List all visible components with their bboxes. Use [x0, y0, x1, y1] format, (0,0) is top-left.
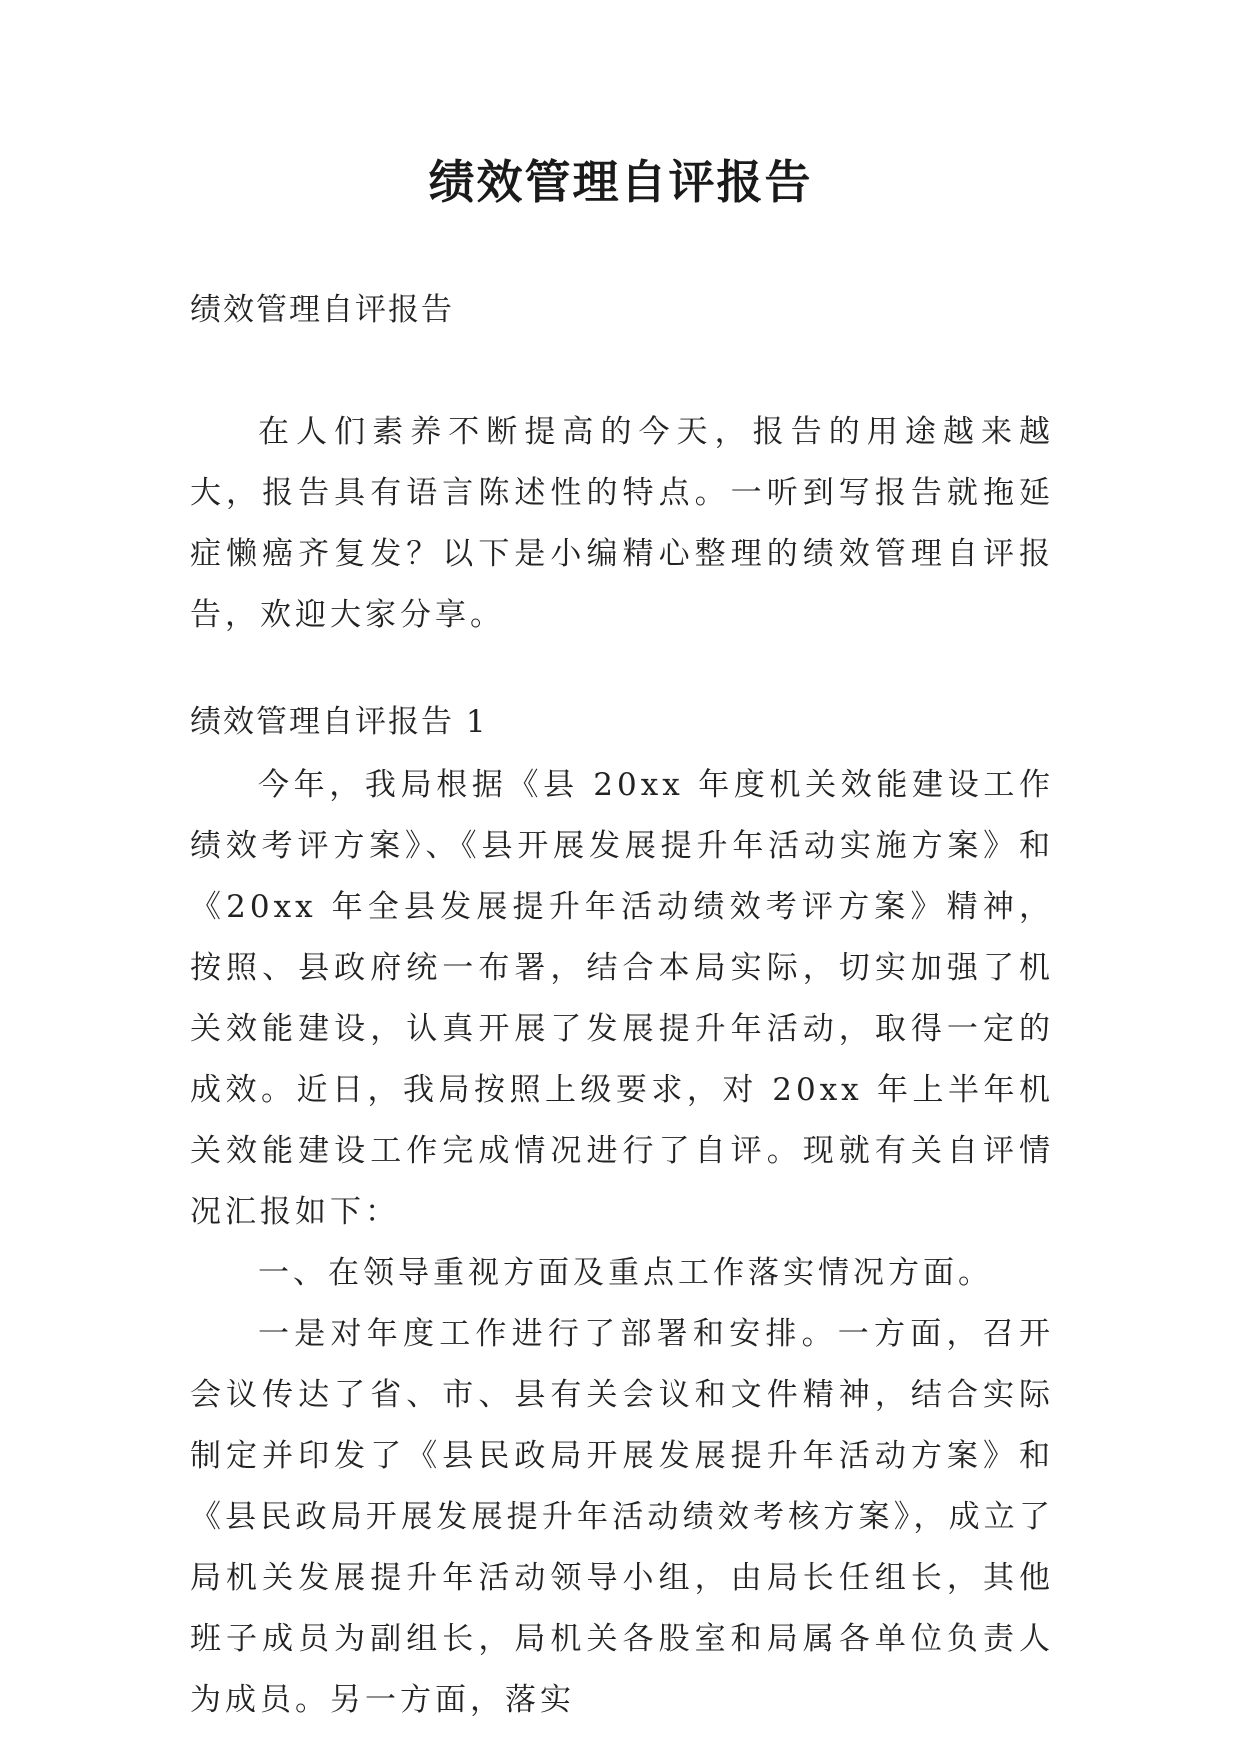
- intro-paragraph: 在人们素养不断提高的今天，报告的用途越来越大，报告具有语言陈述性的特点。一听到写报告就拖延症懒癌齐复发？以下是小编精心整理的绩效管理自评报告，欢迎大家分享。: [190, 414, 1054, 633]
- section-heading: 绩效管理自评报告 1: [190, 704, 488, 740]
- paragraph: 一、在领导重视方面及重点工作落实情况方面。: [258, 1255, 993, 1291]
- section-content: [190, 755, 1054, 1731]
- document-title: 绩效管理自评报告: [428, 155, 813, 209]
- document-subtitle: 绩效管理自评报告: [190, 292, 454, 328]
- paragraph: 今年，我局根据《县 20xx 年度机关效能建设工作绩效考评方案》、《县开展发展提升年活动实施方案》和《20xx 年全县发展提升年活动绩效考评方案》精神，按照、县政府统一布署，结合本局实际，切实加强了机关效能建设，认真开展了发展提升年活动，取得一定的成效。近日，我局按照上级要求，对 20xx 年上半年机关效能建设工作完成情况进行了自评。现就有关自评情况汇报如下：: [190, 767, 1054, 1230]
- paragraph: 一是对年度工作进行了部署和安排。一方面，召开会议传达了省、市、县有关会议和文件精神，结合实际制定并印发了《县民政局开展发展提升年活动方案》和《县民政局开展发展提升年活动绩效考核方案》，成立了局机关发展提升年活动领导小组，由局长任组长，其他班子成员为副组长，局机关各股室和局属各单位负责人为成员。另一方面，落实: [190, 1316, 1054, 1718]
